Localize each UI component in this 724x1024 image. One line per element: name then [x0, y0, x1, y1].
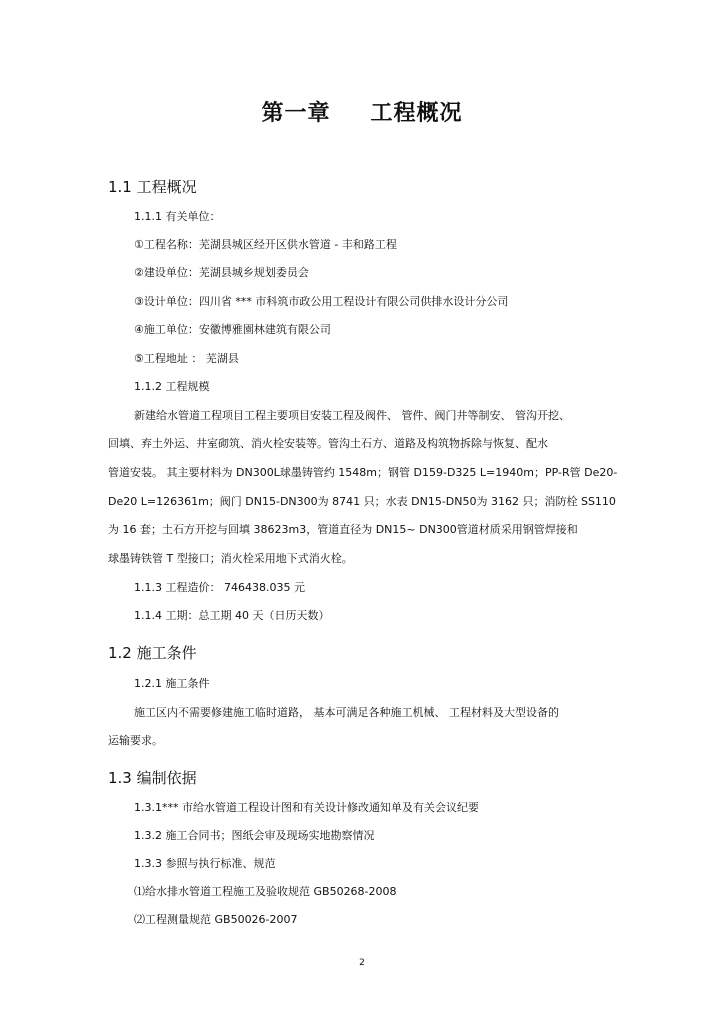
subsection-1-3-3: 1.3.3 参照与执行标准、规范 — [134, 857, 276, 870]
subsection-1-2-1: 1.2.1 施工条件 — [134, 677, 210, 690]
scale-paragraph-line-2: 回填、弃土外运、井室砌筑、消火栓安装等。管沟土石方、道路及构筑物拆除与恢复、配水 — [108, 437, 548, 450]
section-heading-1-1: 1.1 工程概况 — [108, 178, 197, 196]
contractor-unit: ④施工单位：安徽博雅園林建筑有限公司 — [134, 323, 331, 336]
scale-paragraph-line-3: 管道安装。 其主要材料为 DN300L球墨铸管约 1548m；钢管 D159-D325 L=1940m；PP-R管 De20- — [108, 466, 618, 479]
section-heading-1-2: 1.2 施工条件 — [108, 644, 197, 662]
project-name: ①工程名称：芜湖县城区经开区供水管道 - 丰和路工程 — [134, 238, 397, 251]
scale-paragraph-line-1: 新建给水管道工程项目工程主要项目安装工程及阀件、 管件、阀门井等制安、 管沟开挖、 — [134, 409, 570, 422]
subsection-1-3-1: 1.3.1*** 市给水管道工程设计图和有关设计修改通知单及有关会议纪要 — [134, 801, 479, 814]
page-number: 2 — [359, 958, 365, 968]
design-unit: ③设计单位：四川省 *** 市科筑市政公用工程设计有限公司供排水设计分公司 — [134, 295, 509, 308]
conditions-paragraph-line-2: 运输要求。 — [108, 734, 163, 747]
chapter-heading: 工程概况 — [370, 101, 463, 126]
scale-paragraph-line-6: 球墨铸铁管 T 型接口；消火栓采用地下式消火栓。 — [108, 552, 353, 565]
project-address: ⑤工程地址 ： 芜湖县 — [134, 352, 239, 365]
chapter-title — [0, 96, 724, 127]
conditions-paragraph-line-1: 施工区内不需要修建施工临时道路， 基本可满足各种施工机械、 工程材料及大型设备的 — [134, 706, 559, 719]
construction-unit: ②建设单位：芜湖县城乡规划委员会 — [134, 266, 309, 279]
subsection-1-1-3: 1.1.3 工程造价： 746438.035 元 — [134, 581, 305, 594]
subsection-1-1-2: 1.1.2 工程规模 — [134, 380, 210, 393]
subsection-1-1-4: 1.1.4 工期：总工期 40 天（日历天数） — [134, 609, 330, 622]
subsection-1-1-1: 1.1.1 有关单位： — [134, 210, 221, 223]
section-heading-1-3: 1.3 编制依据 — [108, 769, 197, 787]
scale-paragraph-line-4: De20 L=126361m；阀门 DN15-DN300为 8741 只；水表 DN15-DN50为 3162 只；消防栓 SS110 — [108, 495, 616, 508]
chapter-number: 第一章 — [261, 101, 331, 126]
standard-item-2: ⑵工程测量规范 GB50026-2007 — [134, 913, 298, 926]
subsection-1-3-2: 1.3.2 施工合同书；图纸会审及现场实地勘察情况 — [134, 829, 375, 842]
standard-item-1: ⑴给水排水管道工程施工及验收规范 GB50268-2008 — [134, 885, 397, 898]
scale-paragraph-line-5: 为 16 套；土石方开挖与回填 38623m3，管道直径为 DN15~ DN300管道材质采用钢管焊接和 — [108, 523, 578, 536]
